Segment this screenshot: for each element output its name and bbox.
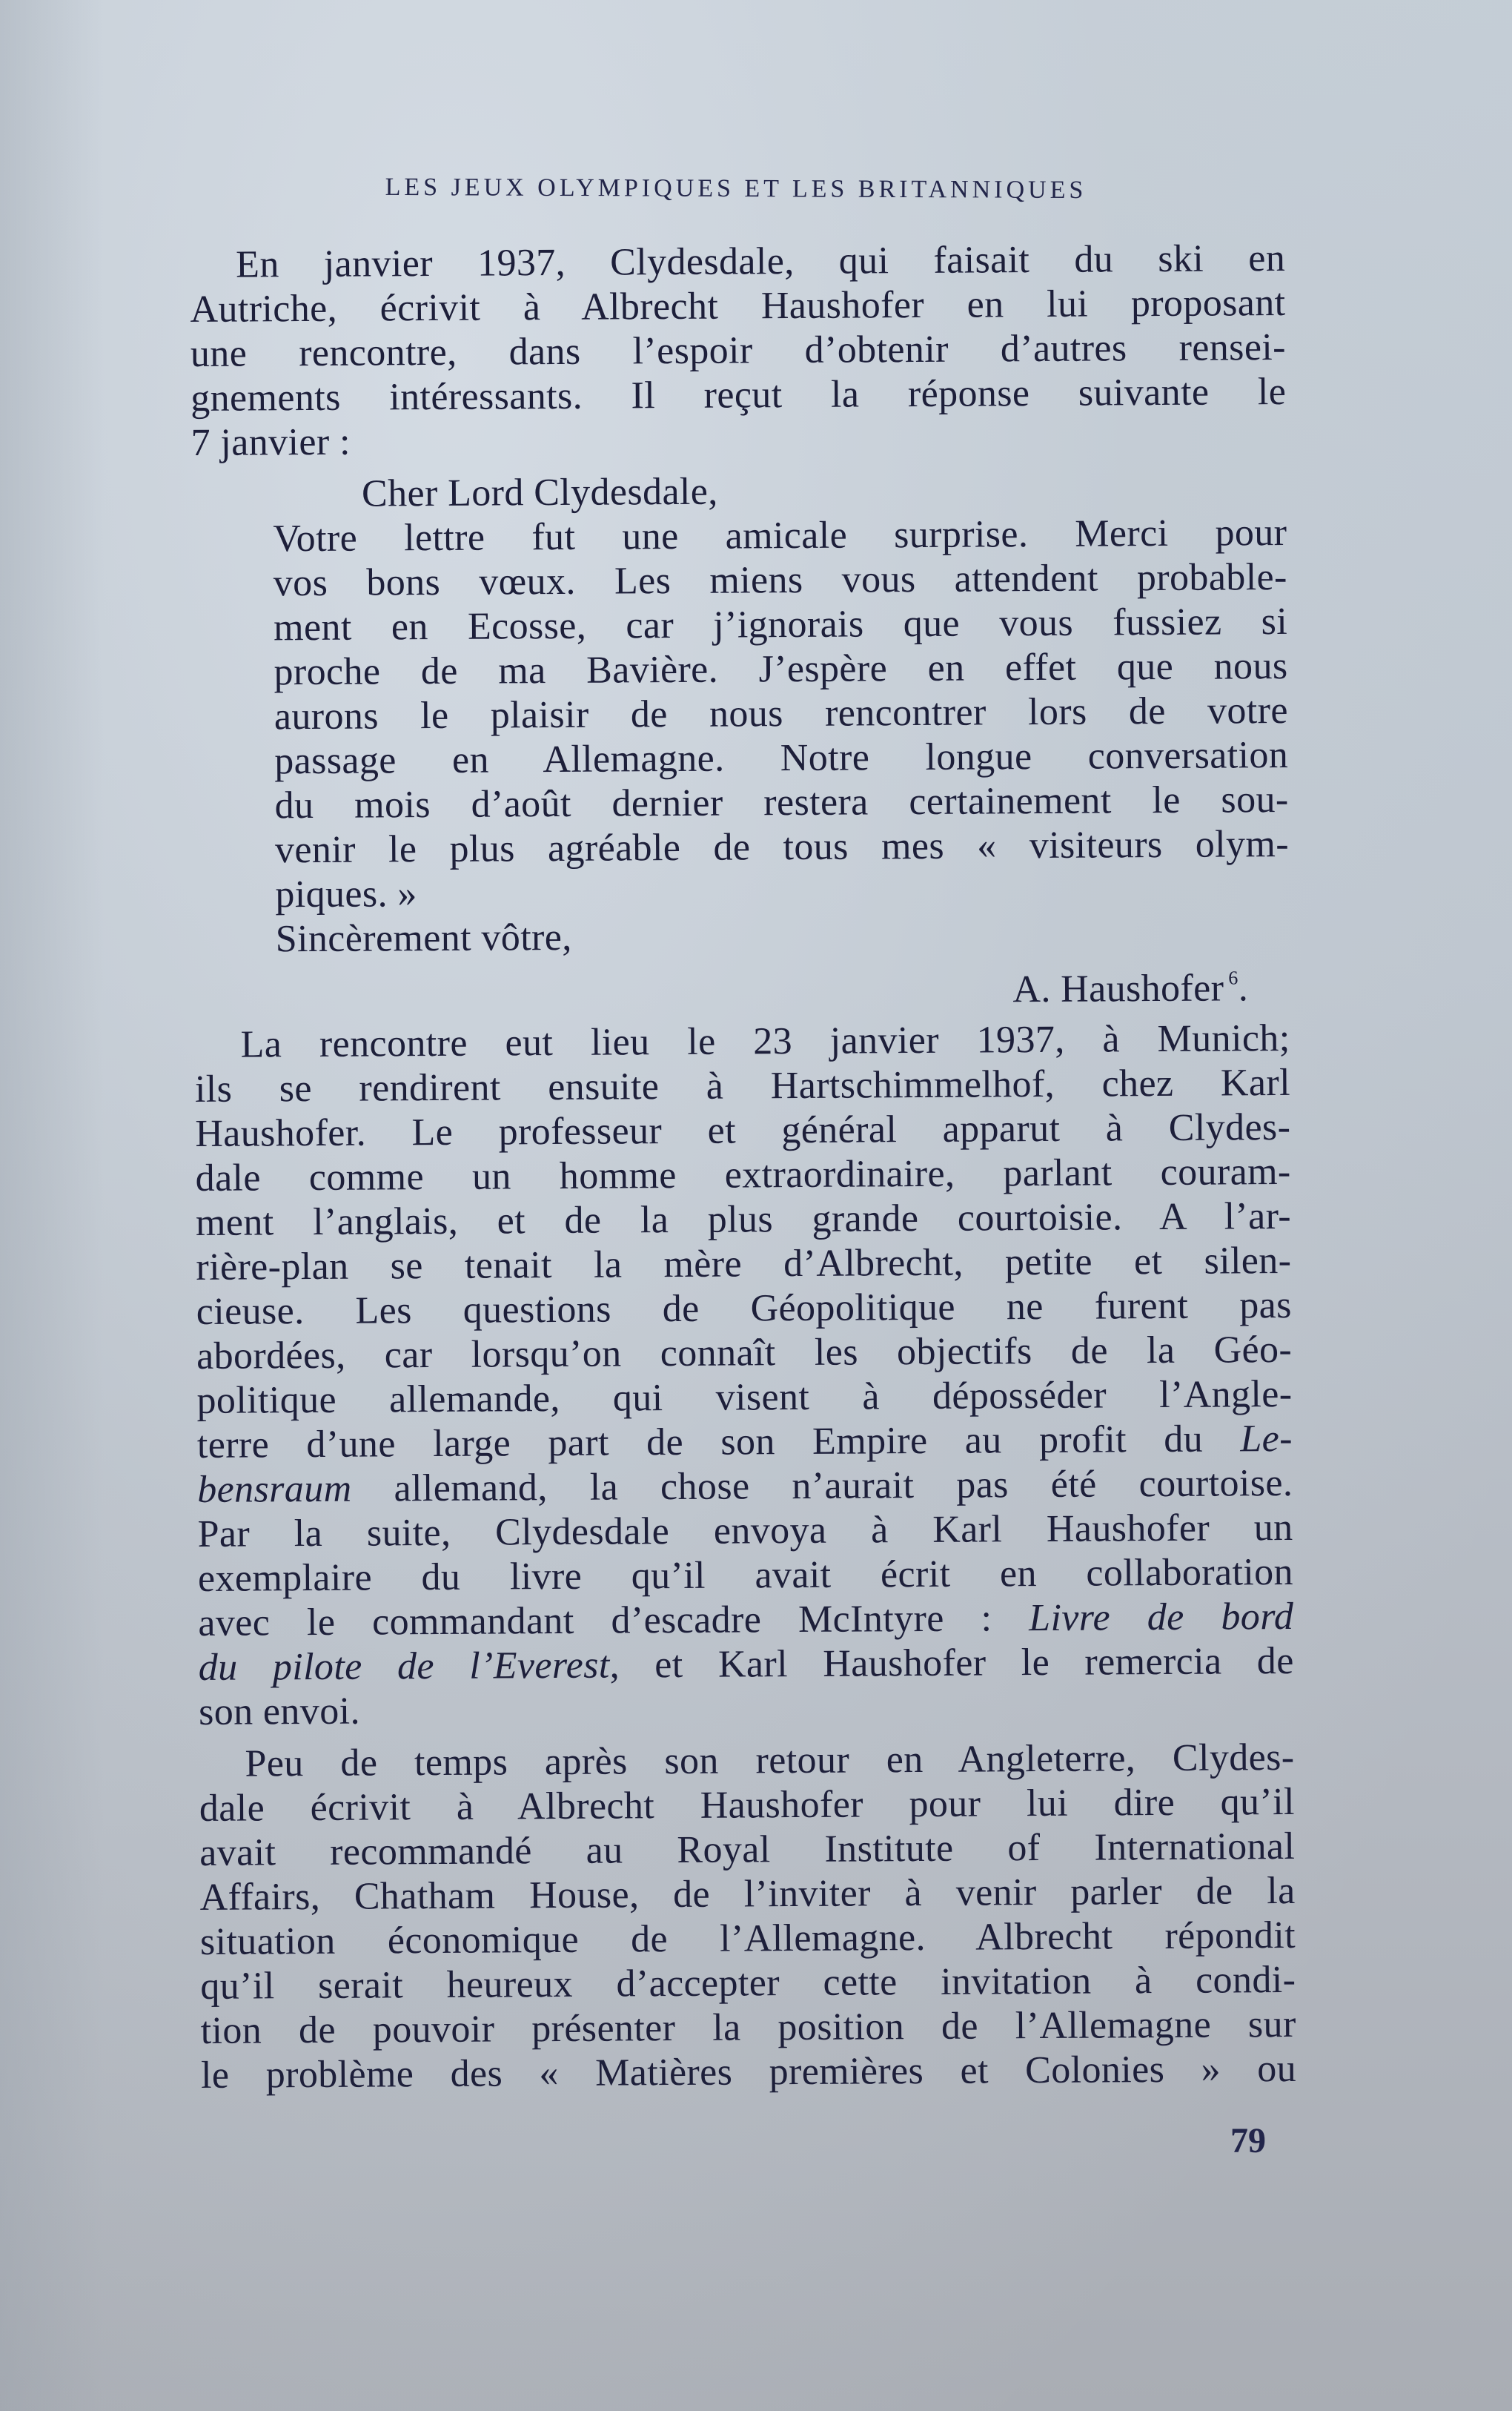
text-run: , et Karl Haushofer le remercia de xyxy=(609,1639,1294,1687)
text-line: 7 janvier : xyxy=(190,420,351,464)
text-line: Par la suite, Clydesdale envoya à Karl Haushofer un xyxy=(197,1506,1293,1555)
letter-line: aurons le plaisir de nous rencontrer lors de votre xyxy=(273,689,1289,738)
text-line: Haushofer. Le professeur et général apparut à Clydes- xyxy=(195,1105,1291,1155)
text-run: terre d’une large part de son Empire au profit du xyxy=(196,1418,1241,1466)
text-line: En janvier 1937, Clydesdale, qui faisait du ski en xyxy=(236,237,1286,286)
letter-closing: Sincèrement vôtre, xyxy=(275,916,572,961)
text-line: exemplaire du livre qu’il avait écrit en collaboration xyxy=(197,1550,1294,1600)
text-line: situation économique de l’Allemagne. Albrecht répondit xyxy=(199,1914,1296,1963)
paragraph-2 xyxy=(194,1016,1294,1735)
signature-period: . xyxy=(1238,967,1249,1010)
letter-line: vos bons vœux. Les miens vous attendent probable- xyxy=(273,555,1287,605)
text-line: rière-plan se tenait la mère d’Albrecht, petite et silen- xyxy=(196,1239,1292,1289)
text-line: ils se rendirent ensuite à Hartschimmelhof, chez Karl xyxy=(194,1061,1291,1111)
text-line xyxy=(198,1595,1293,1646)
letter-line: Votre lettre fut une amicale surprise. Merci pour xyxy=(273,511,1287,560)
text-line: qu’il serait heureux d’accepter cette invitation à condi- xyxy=(200,1958,1296,2008)
text-run: avec le commandant d’escadre McIntyre : xyxy=(198,1597,1029,1644)
letter-signature xyxy=(276,956,1290,1011)
quoted-letter xyxy=(191,466,1290,1011)
text-line: cieuse. Les questions de Géopolitique ne furent pas xyxy=(196,1283,1292,1333)
page-number: 79 xyxy=(1230,2121,1266,2160)
text-line: le problème des « Matières premières et Colonies » ou xyxy=(200,2047,1297,2097)
body-text xyxy=(190,237,1296,2098)
text-line: gnements intéressants. Il reçut la réponse suivante le xyxy=(190,370,1287,420)
text-line: Autriche, écrivit à Albrecht Haushofer en lui proposant xyxy=(190,281,1286,331)
paragraph-1 xyxy=(190,237,1287,466)
italic-term-lebensraum-start: Le- xyxy=(1240,1417,1293,1461)
italic-term-lebensraum-end: bensraum xyxy=(197,1467,352,1511)
text-line: La rencontre eut lieu le 23 janvier 1937, à Munich; xyxy=(240,1016,1290,1066)
text-line xyxy=(199,1639,1294,1690)
paragraph-3 xyxy=(199,1736,1296,2098)
text-line: son envoi. xyxy=(198,1690,361,1733)
text-line: Affairs, Chatham House, de l’inviter à venir parler de la xyxy=(199,1869,1296,1919)
text-line: Peu de temps après son retour en Angleterre, Clydes- xyxy=(245,1736,1295,1785)
letter-line: piques. » xyxy=(275,873,417,916)
letter-line: du mois d’août dernier restera certainement le sou- xyxy=(274,778,1289,827)
signature-name: A. Haushofer xyxy=(1012,967,1224,1011)
text-line: abordées, car lorsqu’on connaît les objectifs de la Géo- xyxy=(196,1328,1293,1378)
letter-line: venir le plus agréable de tous mes « visiteurs olym- xyxy=(274,822,1290,872)
text-line: dale écrivit à Albrecht Haushofer pour lui dire qu’il xyxy=(199,1780,1296,1830)
text-line: avait recommandé au Royal Institute of International xyxy=(199,1825,1296,1874)
running-head: LES JEUX OLYMPIQUES ET LES BRITANNIQUES xyxy=(385,173,1087,205)
text-line: dale comme un homme extraordinaire, parlant couram- xyxy=(195,1150,1291,1200)
letter-line: passage en Allemagne. Notre longue conversation xyxy=(274,733,1289,783)
text-line xyxy=(197,1417,1293,1468)
text-line xyxy=(197,1461,1293,1512)
letter-salutation: Cher Lord Clydesdale, xyxy=(361,470,718,515)
letter-line: proche de ma Bavière. J’espère en effet que nous xyxy=(273,644,1288,694)
italic-book-title-start: Livre de bord xyxy=(1028,1595,1294,1640)
letter-line: ment en Ecosse, car j’ignorais que vous fussiez si xyxy=(273,600,1288,649)
italic-book-title-end: du pilote de l’Everest xyxy=(198,1644,610,1689)
text-line: tion de pouvoir présenter la position de l’Allemagne sur xyxy=(200,2002,1296,2052)
text-line: ment l’anglais, et de la plus grande courtoisie. A l’ar- xyxy=(195,1194,1292,1244)
text-line: politique allemande, qui visent à déposséder l’Angle- xyxy=(196,1372,1293,1422)
footnote-reference[interactable]: 6 xyxy=(1228,967,1239,989)
text-line: une rencontre, dans l’espoir d’obtenir d’autres rensei- xyxy=(190,325,1287,375)
text-run: allemand, la chose n’aurait pas été courtoise. xyxy=(351,1461,1293,1510)
